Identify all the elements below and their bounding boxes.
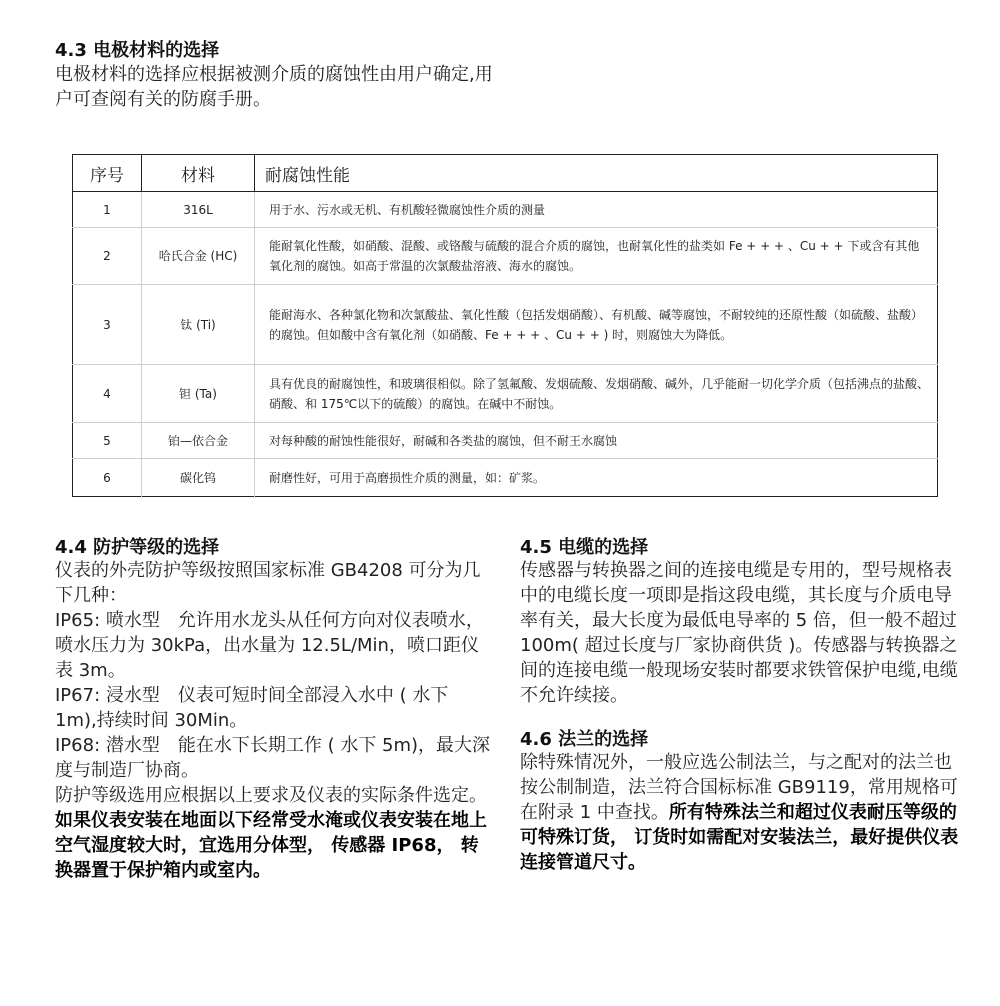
table-row <box>73 459 938 497</box>
protection-intro: 仪表的外壳防护等级按照国家标准 GB4208 可分为几下几种： <box>55 560 481 606</box>
cell-desc: 对每种酸的耐蚀性能很好，耐碱和各类盐的腐蚀，但不耐王水腐蚀 <box>255 423 938 459</box>
table-row <box>73 228 938 285</box>
cell-no: 4 <box>73 365 142 423</box>
cell-no: 5 <box>73 423 142 459</box>
section-4-6-heading: 4.6 法兰的选择 <box>520 729 649 750</box>
cell-desc: 耐磨性好，可用于高磨损性介质的测量，如：矿浆。 <box>255 459 938 497</box>
cell-no: 3 <box>73 285 142 365</box>
table-header-row <box>73 155 938 192</box>
protection-ip68: IP68: 潜水型 能在水下长期工作 ( 水下 5m)，最大深度与制造厂协商。 <box>55 735 491 781</box>
table-row <box>73 365 938 423</box>
section-4-5-heading: 4.5 电缆的选择 <box>520 537 649 558</box>
protection-note-text: 防护等级选用应根据以上要求及仪表的实际条件选定。 <box>55 785 487 806</box>
electrode-material-table <box>72 154 938 497</box>
cell-material: 钛 (Ti) <box>142 285 255 365</box>
section-4-3-body: 电极材料的选择应根据被测介质的腐蚀性由用户确定,用户可查阅有关的防腐手册。 <box>55 64 493 110</box>
header-material: 材料 <box>142 155 255 192</box>
protection-note-bold: 如果仪表安装在地面以下经常受水淹或仪表安装在地上空气湿度较大时，宜选用分体型， 传感器 IP68， 转换器置于保护箱内或室内。 <box>55 810 487 881</box>
cell-no: 6 <box>73 459 142 497</box>
section-4-4-heading: 4.4 防护等级的选择 <box>55 537 220 558</box>
cell-material: 铂—依合金 <box>142 423 255 459</box>
cell-desc: 具有优良的耐腐蚀性，和玻璃很相似。除了氢氟酸、发烟硫酸、发烟硝酸、碱外，几乎能耐一切化学介质（包括沸点的盐酸、硝酸、和 175℃以下的硫酸）的腐蚀。在碱中不耐蚀。 <box>255 365 938 423</box>
table-row <box>73 423 938 459</box>
protection-note <box>55 783 495 883</box>
header-corrosion: 耐腐蚀性能 <box>255 155 938 192</box>
section-4-5-body: 传感器与转换器之间的连接电缆是专用的，型号规格表中的电缆长度一项即是指这段电缆，其长度与介质电导率有关，最大长度为最低电导率的 5 倍，但一般不超过 100m( 超过长度与厂家协商供货 )。传感器与转换器之间的连接电缆一般现场安装时都要求铁管保护电缆,电缆不允许续接。 <box>520 560 958 706</box>
protection-ip65: IP65: 喷水型 允许用水龙头从任何方向对仪表喷水，喷水压力为 30kPa，出水量为 12.5L/Min，喷口距仪表 3m。 <box>55 610 484 681</box>
cell-no: 2 <box>73 228 142 285</box>
cell-desc: 能耐氧化性酸，如硝酸、混酸、或铬酸与硫酸的混合介质的腐蚀，也耐氧化性的盐类如 Fe + + + 、Cu + + 下或含有其他氧化剂的腐蚀。如高于常温的次氯酸盐溶液、海水的腐蚀。 <box>255 228 938 285</box>
table-row <box>73 192 938 228</box>
table-row <box>73 285 938 365</box>
section-4-4-body <box>55 558 495 883</box>
flange-text: 除特殊情况外，一般应选公制法兰，与之配对的法兰也按公制制造，法兰符合国标标准 GB9119，常用规格可在附录 1 中查找。 <box>520 752 958 823</box>
section-4-3-heading: 4.3 电极材料的选择 <box>55 40 220 61</box>
cell-no: 1 <box>73 192 142 228</box>
protection-ip67: IP67: 浸水型 仪表可短时间全部浸入水中 ( 水下 1m),持续时间 30Min。 <box>55 685 449 731</box>
cell-desc: 用于水、污水或无机、有机酸轻微腐蚀性介质的测量 <box>255 192 938 228</box>
cell-material: 碳化钨 <box>142 459 255 497</box>
cell-material: 钽 (Ta) <box>142 365 255 423</box>
section-4-6-body <box>520 750 960 875</box>
cell-material: 哈氏合金 (HC) <box>142 228 255 285</box>
flange-text-bold: 所有特殊法兰和超过仪表耐压等级的可特殊订货， 订货时如需配对安装法兰，最好提供仪表连接管道尺寸。 <box>520 802 959 873</box>
cell-desc: 能耐海水、各种氯化物和次氯酸盐、氧化性酸（包括发烟硝酸）、有机酸、碱等腐蚀，不耐较纯的还原性酸（如硫酸、盐酸）的腐蚀。但如酸中含有氧化剂（如硝酸、Fe + + + 、Cu + + ) 时，则腐蚀大为降低。 <box>255 285 938 365</box>
header-no: 序号 <box>73 155 142 192</box>
cell-material: 316L <box>142 192 255 228</box>
